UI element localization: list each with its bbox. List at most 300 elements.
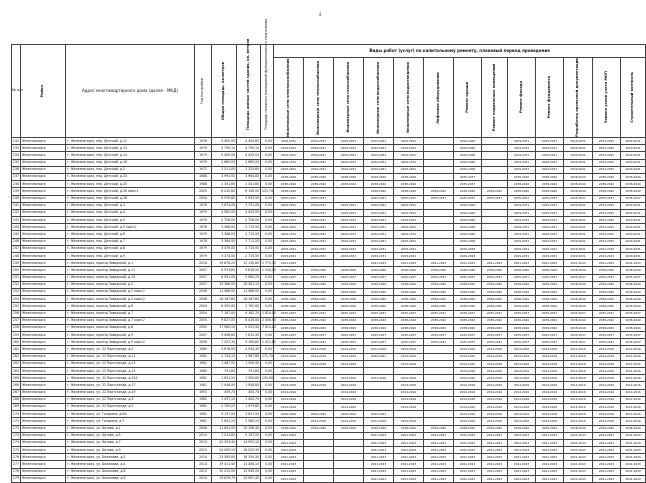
work-period-cell: 2038-2040 [536,425,564,432]
work-period-cell: 2035-2037 [274,332,304,339]
work-period-cell: 2035-2037 [508,339,536,346]
work-period-cell: 2014-2016 [482,353,508,360]
work-period-cell: 2038-2040 [508,288,536,295]
work-period-cell: 2038-2040 [364,303,394,310]
work-period-cell [482,138,508,145]
work-period-cell: 2035-2037 [482,274,508,281]
work-period-cell: 2035-2037 [536,310,564,317]
work-period-cell: 2014-2016 [593,382,621,389]
work-period-cell: 2014-2016 [536,403,564,410]
work-period-cell: 2038-2040 [364,173,394,180]
work-period-cell: 2035-2037 [454,310,482,317]
work-period-cell: 2014-2016 [274,375,304,382]
year-cell: 2005 [195,317,212,324]
work-period-cell: 2023-2025 [593,253,621,260]
address-cell: г. Железногорск, пер. Детский, д.9 [66,253,195,260]
district-cell: Железногорск [21,195,66,202]
work-period-cell: 2014-2016 [508,368,536,375]
header-work-gas: Инженерные сети газоснабжения [334,58,364,138]
header-address: Адрес многоквартирного дома (далее - МКД) [66,45,195,138]
work-period-cell: 2038-2040 [564,317,593,324]
work-period-cell: 2038-2040 [274,267,304,274]
work-period-cell: 2023-2025 [593,209,621,216]
living-area-cell: 1 958,80 [237,382,261,389]
work-period-cell: 2038-2040 [304,188,334,195]
living-area-cell: 4 816,50 [237,267,261,274]
work-period-cell: 2029-2031 [508,224,536,231]
total-area-cell: 8 220,80 [212,188,237,195]
table-row [12,181,646,188]
address-cell: г. Железногорск, пер. Детский, д.5 [66,217,195,224]
work-period-cell: 2035-2037 [454,339,482,346]
work-period-cell: 2038-2040 [424,188,454,195]
header-work-facade: Ремонт фасада [508,58,536,138]
work-period-cell: 2041-2043 [621,447,646,454]
work-period-cell: 2014-2016 [593,403,621,410]
work-period-cell: 2041-2043 [593,447,621,454]
address-cell: г. Железногорск, ул. Бажанова, д.6 [66,468,195,475]
total-area-cell: 3 384,00 [212,238,237,245]
work-period-cell: 2014-2016 [304,382,334,389]
row-number: 273 [12,432,21,439]
work-period-cell: 2041-2043 [593,439,621,446]
address-cell: г. Железногорск, пер. Детский, д.16 [66,159,195,166]
nonliving-area-cell: 0,00 [261,346,274,353]
year-cell: 2014 [195,475,212,482]
address-cell: г. Железногорск, проезд Заводской, д.4 корп.2 [66,296,195,303]
work-period-cell: 2020-2022 [334,411,364,418]
work-period-cell: 2041-2043 [508,454,536,461]
work-period-cell: 2038-2040 [364,181,394,188]
work-period-cell: 2029-2031 [394,238,424,245]
year-cell: 2007 [195,281,212,288]
work-period-cell: 2038-2040 [621,324,646,331]
work-period-cell: 2041-2043 [593,260,621,267]
work-period-cell: 2029-2031 [508,231,536,238]
work-period-cell: 2014-2016 [564,389,593,396]
table-row [12,224,646,231]
work-period-cell: 2038-2040 [508,173,536,180]
row-number: 232 [12,138,21,145]
work-period-cell: 2038-2040 [508,317,536,324]
work-period-cell: 2038-2040 [536,324,564,331]
living-area-cell: 16 255,30 [237,454,261,461]
district-cell: Железногорск [21,353,66,360]
living-area-cell: 1 390,60 [237,375,261,382]
work-period-cell: 2038-2040 [482,296,508,303]
work-period-cell: 2041-2043 [394,439,424,446]
work-period-cell: 2023-2025 [593,224,621,231]
work-period-cell: 2014-2016 [621,389,646,396]
work-period-cell: 2038-2040 [394,188,424,195]
work-period-cell: 2038-2040 [508,267,536,274]
nonliving-area-cell: 0,00 [261,389,274,396]
work-period-cell: 2041-2043 [508,432,536,439]
work-period-cell: 2041-2043 [274,432,304,439]
address-cell: г. Железногорск, ул. 22 Партсъезда, д.19 [66,389,195,396]
work-period-cell: 2023-2025 [593,231,621,238]
work-period-cell [304,461,334,468]
address-cell: г. Железногорск, проезд Заводской, д.1 [66,260,195,267]
work-period-cell [424,181,454,188]
work-period-cell: 2035-2037 [364,195,394,202]
table-row [12,303,646,310]
work-period-cell: 2029-2031 [564,209,593,216]
table-row [12,368,646,375]
work-period-cell: 2029-2031 [274,217,304,224]
work-period-cell: 2041-2043 [536,468,564,475]
table-row [12,166,646,173]
work-period-cell: 2041-2043 [536,260,564,267]
work-period-cell: 2038-2040 [621,317,646,324]
work-period-cell: 2014-2016 [536,346,564,353]
work-period-cell: 2014-2016 [536,360,564,367]
work-period-cell: 2038-2040 [274,303,304,310]
work-period-cell: 2014-2016 [564,353,593,360]
work-period-cell [424,396,454,403]
year-cell: 2014 [195,260,212,267]
work-period-cell: 2029-2031 [394,152,424,159]
living-area-cell: 2 715,50 [237,231,261,238]
work-period-cell [334,188,364,195]
work-period-cell: 2014-2016 [454,382,482,389]
total-area-cell: 24 009,10 [212,447,237,454]
work-period-cell [482,238,508,245]
total-area-cell: 2 726,00 [212,217,237,224]
work-period-cell [424,224,454,231]
work-period-cell: 2035-2037 [508,310,536,317]
work-period-cell: 2038-2040 [564,296,593,303]
work-period-cell: 2014-2016 [394,360,424,367]
work-period-cell: 2014-2016 [482,389,508,396]
row-number: 255 [12,303,21,310]
work-period-cell: 2029-2031 [508,159,536,166]
nonliving-area-cell: 0,00 [261,468,274,475]
year-cell: 2006 [195,288,212,295]
nonliving-area-cell: 0,00 [261,209,274,216]
work-period-cell: 2035-2037 [334,310,364,317]
district-cell: Железногорск [21,238,66,245]
work-period-cell: 2014-2016 [334,418,364,425]
work-period-cell [424,403,454,410]
work-period-cell: 2029-2031 [364,152,394,159]
year-cell: 1979 [195,245,212,252]
address-cell: г. Железногорск, пер. Детский, д.23 [66,173,195,180]
work-period-cell: 2041-2043 [621,475,646,482]
work-period-cell: 2014-2016 [536,411,564,418]
row-number: 247 [12,245,21,252]
year-cell: 2007 [195,267,212,274]
work-period-cell: 2014-2016 [274,382,304,389]
work-period-cell: 2041-2043 [394,260,424,267]
work-period-cell: 2041-2043 [508,468,536,475]
work-period-cell: 2029-2031 [274,138,304,145]
work-period-cell: 2038-2040 [593,181,621,188]
work-period-cell: 2020-2022 [304,411,334,418]
work-period-cell: 2029-2031 [394,138,424,145]
living-area-cell: 1 967,80 [237,353,261,360]
work-period-cell: 2035-2037 [482,339,508,346]
work-period-cell: 2014-2016 [621,411,646,418]
year-cell: 1978 [195,238,212,245]
work-period-cell [424,353,454,360]
work-period-cell: 2041-2043 [394,461,424,468]
work-period-cell: 2038-2040 [364,288,394,295]
row-number: 276 [12,454,21,461]
total-area-cell: 3 992,50 [212,173,237,180]
work-period-cell: 2038-2040 [482,324,508,331]
work-period-cell: 2038-2040 [621,425,646,432]
work-period-cell: 2038-2040 [454,288,482,295]
row-number: 239 [12,188,21,195]
district-cell: Железногорск [21,231,66,238]
header-work-project-docs: Разработка проектной документации [564,58,593,138]
table-row [12,454,646,461]
work-period-cell: 2041-2043 [482,454,508,461]
work-period-cell: 2038-2040 [508,425,536,432]
work-period-cell: 2035-2037 [621,195,646,202]
year-cell: 2013 [195,468,212,475]
nonliving-area-cell: 2 773,70 [261,260,274,267]
work-period-cell: 2038-2040 [621,188,646,195]
row-number: 251 [12,274,21,281]
work-period-cell [482,145,508,152]
year-cell: 2004 [195,310,212,317]
living-area-cell: 2 325,80 [237,166,261,173]
work-period-cell: 2014-2016 [454,368,482,375]
total-area-cell: 459,74 [212,389,237,396]
district-cell: Железногорск [21,224,66,231]
living-area-cell: 1 309,40 [237,360,261,367]
work-period-cell: 2035-2037 [593,332,621,339]
work-period-cell: 2014-2016 [394,382,424,389]
work-period-cell: 2041-2043 [564,439,593,446]
work-period-cell: 2029-2031 [536,138,564,145]
work-period-cell [482,181,508,188]
work-period-cell: 2038-2040 [364,296,394,303]
district-cell: Железногорск [21,317,66,324]
district-cell: Железногорск [21,461,66,468]
work-period-cell: 2038-2040 [394,303,424,310]
work-period-cell: 2029-2031 [508,217,536,224]
work-period-cell [304,439,334,446]
table-row [12,152,646,159]
district-cell: Железногорск [21,403,66,410]
work-period-cell: 2023-2025 [593,217,621,224]
work-period-cell: 2038-2040 [424,296,454,303]
work-period-cell: 2035-2037 [274,195,304,202]
work-period-cell: 2038-2040 [274,296,304,303]
district-cell: Железногорск [21,181,66,188]
work-period-cell: 2014-2016 [334,346,364,353]
row-number: 244 [12,224,21,231]
work-period-cell: 2029-2031 [334,145,364,152]
work-period-cell: 2029-2031 [304,202,334,209]
address-cell: г. Железногорск, проезд Заводской, д.8 [66,324,195,331]
nonliving-area-cell: 0,00 [261,425,274,432]
work-period-cell: 2038-2040 [394,267,424,274]
district-cell: Железногорск [21,173,66,180]
work-period-cell: 2038-2040 [334,324,364,331]
district-cell: Железногорск [21,159,66,166]
work-period-cell: 2041-2043 [621,432,646,439]
year-cell: 1978 [195,224,212,231]
work-period-cell: 2029-2031 [304,224,334,231]
work-period-cell: 2038-2040 [593,303,621,310]
work-period-cell: 2029-2031 [394,202,424,209]
work-period-cell: 2038-2040 [508,324,536,331]
work-period-cell: 2014-2016 [593,389,621,396]
address-cell: г. Железногорск, ул. Батова, д.9 [66,447,195,454]
work-period-cell: 2041-2043 [424,461,454,468]
work-period-cell: 2029-2031 [536,217,564,224]
total-area-cell: 2 511,00 [212,166,237,173]
header-work-elevators: Лифтовое оборудование [424,58,454,138]
table-row [12,310,646,317]
header-total-area: Общая площадь, кв.метров [212,45,237,138]
address-cell: г. Железногорск, проезд Заводской, д.7 [66,310,195,317]
work-period-cell: 2038-2040 [304,317,334,324]
work-period-cell: 2029-2031 [508,166,536,173]
total-area-cell: 9 827,00 [212,317,237,324]
work-period-cell: 2029-2031 [364,238,394,245]
nonliving-area-cell: 0,00 [261,447,274,454]
work-period-cell: 2041-2043 [394,475,424,482]
work-period-cell: 2029-2031 [536,166,564,173]
work-period-cell: 2038-2040 [536,281,564,288]
total-area-cell: 9 498,80 [212,332,237,339]
work-period-cell: 2029-2031 [621,253,646,260]
address-cell: г. Железногорск, проезд Заводской, д.2 корп.2 [66,288,195,295]
work-period-cell: 2038-2040 [304,425,334,432]
work-period-cell: 2029-2031 [334,217,364,224]
work-period-cell: 2014-2016 [334,403,364,410]
address-cell: г. Железногорск, ул. Бажанова, д.2 [66,454,195,461]
work-period-cell: 2029-2031 [334,138,364,145]
work-period-cell [424,217,454,224]
work-period-cell: 2014-2016 [482,360,508,367]
address-cell: г. Железногорск, ул. 22 Партсъезда, д.13 [66,360,195,367]
nonliving-area-cell: 0,00 [261,159,274,166]
work-period-cell: 2038-2040 [593,324,621,331]
nonliving-area-cell: 0,00 [261,454,274,461]
work-period-cell: 2041-2043 [454,439,482,446]
work-period-cell: 2038-2040 [454,317,482,324]
work-period-cell: 2041-2043 [536,461,564,468]
table-row [12,468,646,475]
district-cell: Железногорск [21,267,66,274]
table-row [12,317,646,324]
work-period-cell: 2038-2040 [424,267,454,274]
living-area-cell: 5 107,20 [237,432,261,439]
district-cell: Железногорск [21,396,66,403]
total-area-cell: 4 565,00 [212,209,237,216]
work-period-cell: 2014-2016 [621,353,646,360]
header-work-basement: Ремонт подвальных помещений [482,58,508,138]
work-period-cell: 2014-2016 [564,368,593,375]
total-area-cell: 2 685,00 [212,159,237,166]
district-cell: Железногорск [21,138,66,145]
living-area-cell: 791,60 [237,368,261,375]
work-period-cell: 2029-2031 [274,231,304,238]
work-period-cell: 2038-2040 [482,188,508,195]
nonliving-area-cell: 0,00 [261,382,274,389]
total-area-cell: 7 227,30 [212,339,237,346]
work-period-cell: 2020-2022 [274,411,304,418]
address-cell: г. Железногорск, ул. Бажанова, д.4 [66,461,195,468]
address-cell: г. Железногорск, пер. Детский, д.7 [66,238,195,245]
table-row [12,281,646,288]
work-period-cell [364,368,394,375]
work-period-cell: 2038-2040 [394,324,424,331]
work-period-cell: 2041-2043 [564,454,593,461]
row-number: 250 [12,267,21,274]
work-period-cell [304,475,334,482]
address-cell: г. Железногорск, пер. Детский, д.5 корп.2 [66,224,195,231]
work-period-cell: 2029-2031 [536,159,564,166]
total-area-cell: 19 411,40 [212,461,237,468]
work-period-cell: 2041-2043 [424,439,454,446]
row-number: 236 [12,166,21,173]
work-period-cell: 2038-2040 [564,173,593,180]
district-cell: Железногорск [21,439,66,446]
address-cell: г. Железногорск, проезд Заводской, д.6 [66,303,195,310]
district-cell: Железногорск [21,202,66,209]
work-period-cell: 2038-2040 [334,303,364,310]
nonliving-area-cell: 0,00 [261,231,274,238]
row-number: 274 [12,439,21,446]
work-period-cell: 2029-2031 [564,238,593,245]
year-cell: 2014 [195,454,212,461]
work-period-cell: 2041-2043 [536,447,564,454]
work-period-cell: 2014-2016 [564,403,593,410]
work-period-cell: 2029-2031 [274,159,304,166]
work-period-cell: 2014-2016 [564,346,593,353]
work-period-cell: 2038-2040 [364,317,394,324]
table-row [12,260,646,267]
work-period-cell: 2029-2031 [536,231,564,238]
work-period-cell: 2035-2037 [334,339,364,346]
work-period-cell: 2035-2037 [508,195,536,202]
work-period-cell: 2029-2031 [536,253,564,260]
work-period-cell: 2026-2028 [454,217,482,224]
work-period-cell: 2014-2016 [621,375,646,382]
district-cell: Железногорск [21,375,66,382]
work-period-cell [482,217,508,224]
work-period-cell: 2014-2016 [482,418,508,425]
work-period-cell: 2014-2016 [364,375,394,382]
work-period-cell: 2041-2043 [564,475,593,482]
work-period-cell: 2038-2040 [304,324,334,331]
total-area-cell: 2 046,00 [212,382,237,389]
work-period-cell: 2041-2043 [424,432,454,439]
table-row [12,447,646,454]
work-period-cell: 2014-2016 [334,360,364,367]
row-number: 245 [12,231,21,238]
work-period-cell: 2035-2037 [536,339,564,346]
work-period-cell: 2029-2031 [304,209,334,216]
living-area-cell: 6 108,00 [237,188,261,195]
work-period-cell: 2038-2040 [364,324,394,331]
work-period-cell: 2014-2016 [274,396,304,403]
work-period-cell: 2038-2040 [621,288,646,295]
row-number: 241 [12,202,21,209]
address-cell: г. Железногорск, проезд Заводской, д.13 [66,274,195,281]
work-period-cell: 2035-2037 [304,274,334,281]
row-number: 260 [12,339,21,346]
work-period-cell: 2035-2037 [424,339,454,346]
living-area-cell: 12 130,60 [237,260,261,267]
